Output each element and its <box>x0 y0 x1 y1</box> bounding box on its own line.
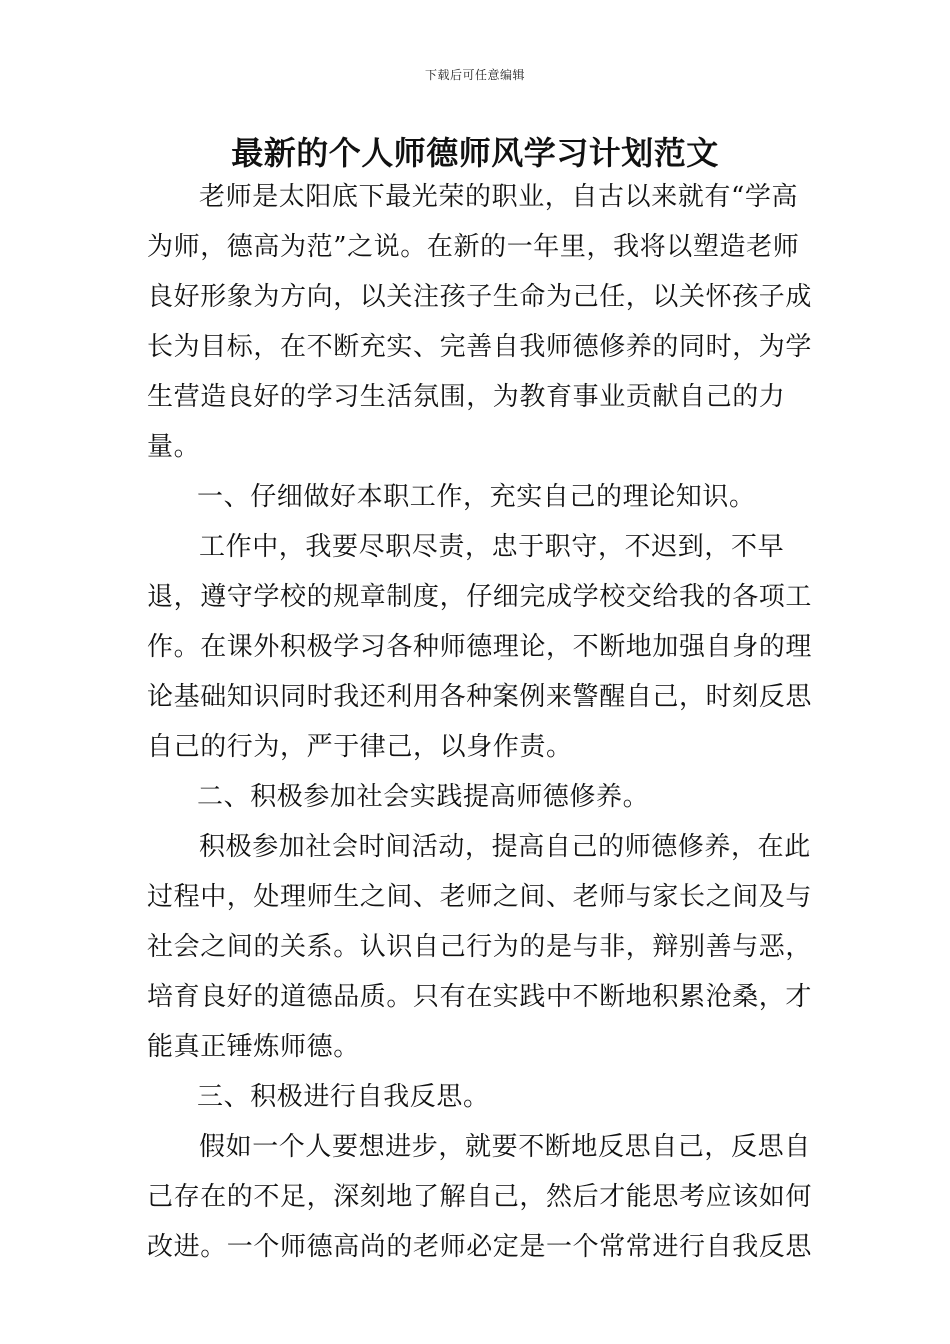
section-heading-1: 一、仔细做好本职工作，充实自己的理论知识。 <box>197 482 756 512</box>
document-body <box>147 172 817 1272</box>
paragraph-section-2: 积极参加社会时间活动，提高自己的师德修养，在此过程中，处理师生之间、老师之间、老师与家长之间及与社会之间的关系。认识自己行为的是与非，辩别善与恶，培育良好的道德品质。只有在实践中不断地积累沧桑，才能真正锤炼师德。 <box>147 832 813 1062</box>
section-heading-3: 三、积极进行自我反思。 <box>197 1082 490 1112</box>
section-heading-2: 二、积极参加社会实践提高师德修养。 <box>197 782 650 812</box>
document-title: 最新的个人师德师风学习计划范文 <box>231 134 719 172</box>
paragraph-section-3: 假如一个人要想进步，就要不断地反思自己，反思自己存在的不足，深刻地了解自己，然后才能思考应该如何改进。一个师德高尚的老师必定是一个常常进行自我反思 <box>147 1132 813 1262</box>
paragraph-section-1: 工作中，我要尽职尽责，忠于职守，不迟到，不早退，遵守学校的规章制度，仔细完成学校交给我的各项工作。在课外积极学习各种师德理论，不断地加强自身的理论基础知识同时我还利用各种案例来警醒自己，时刻反思自己的行为，严于律己，以身作责。 <box>147 532 813 762</box>
paragraph-intro: 老师是太阳底下最光荣的职业，自古以来就有“学高为师，德高为范”之说。在新的一年里，我将以塑造老师良好形象为方向，以关注孩子生命为己任，以关怀孩子成长为目标，在不断充实、完善自我师德修养的同时，为学生营造良好的学习生活氛围，为教育事业贡献自己的力量。 <box>147 182 813 462</box>
header-note: 下载后可任意编辑 <box>424 68 525 82</box>
